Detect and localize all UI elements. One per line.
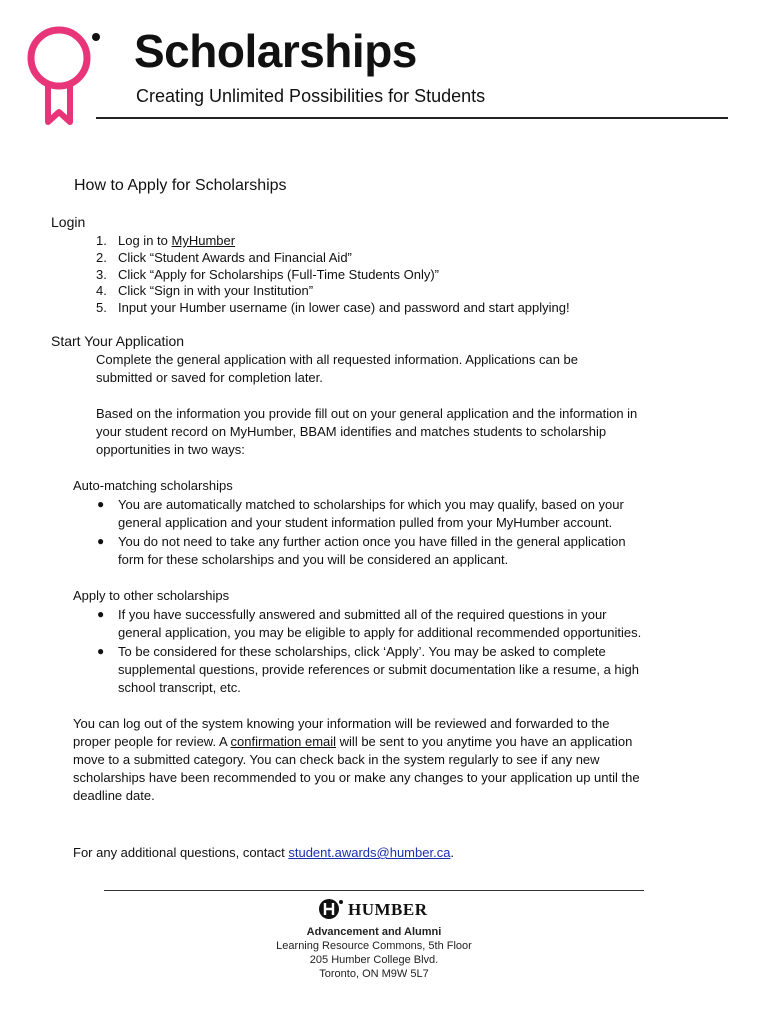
bullet-text: school transcript, etc.	[118, 680, 241, 695]
bullet-text: If you have successfully answered and submitted all of the required questions in your	[118, 607, 607, 622]
paragraph-line: Complete the general application with all requested information. Applications can be	[96, 352, 579, 367]
paragraph-line: deadline date.	[73, 788, 155, 803]
footer-address-line: Learning Resource Commons, 5th Floor	[276, 940, 472, 952]
humber-logo-icon	[318, 898, 344, 920]
ribbon-award-icon	[26, 22, 106, 126]
paragraph-line: your student record on MyHumber, BBAM identifies and matches students to scholarship	[96, 424, 607, 439]
header-divider	[96, 117, 728, 119]
paragraph-line: proper people for review. A confirmation email will be sent to you anytime you have an application	[73, 734, 633, 749]
section-heading-start: Start Your Application	[51, 333, 185, 349]
step-number: 2.	[96, 250, 107, 265]
step-text: Click “Apply for Scholarships (Full-Time Students Only)”	[118, 267, 439, 282]
subheading-other-scholarships: Apply to other scholarships	[73, 588, 230, 603]
paragraph-line: submitted or saved for completion later.	[96, 370, 323, 385]
footer-address-line: 205 Humber College Blvd.	[309, 954, 439, 966]
bullet-icon: ●	[97, 497, 105, 511]
step-text: Click “Student Awards and Financial Aid”	[118, 250, 352, 265]
bullet-text: general application, you may be eligible to apply for additional recommended opportunities.	[118, 625, 642, 640]
header-title: Scholarships	[134, 25, 417, 77]
paragraph-line: scholarships have been recommended to you or make any changes to your application up until the	[73, 770, 640, 785]
confirmation-email-link[interactable]: confirmation email	[230, 734, 337, 749]
footer-brand: HUMBER	[348, 900, 428, 919]
section-heading-login: Login	[51, 214, 86, 230]
paragraph-line: Based on the information you provide fill out on your general application and the information in	[96, 406, 638, 421]
bullet-text: general application and your student information pulled from your MyHumber account.	[118, 515, 613, 530]
paragraph-line: move to a submitted category. You can check back in the system regularly to see if any new	[73, 752, 600, 767]
step-text: Input your Humber username (in lower case) and password and start applying!	[118, 300, 570, 315]
bullet-text: You are automatically matched to scholarships for which you may qualify, based on your	[118, 497, 624, 512]
step-text: Click “Sign in with your Institution”	[118, 283, 314, 298]
page-title: How to Apply for Scholarships	[74, 177, 287, 194]
step-text: Log in to MyHumber	[118, 233, 236, 248]
step-number: 5.	[96, 300, 107, 315]
paragraph-line: You can log out of the system knowing your information will be reviewed and forwarded to the	[73, 716, 610, 731]
step-number: 1.	[96, 233, 107, 248]
footer-divider	[104, 890, 644, 891]
paragraph-line: opportunities in two ways:	[96, 442, 245, 457]
subheading-auto-matching: Auto-matching scholarships	[73, 478, 233, 493]
footer-address-line: Toronto, ON M9W 5L7	[319, 968, 429, 980]
header-subtitle: Creating Unlimited Possibilities for Students	[136, 86, 486, 106]
step-number: 4.	[96, 283, 107, 298]
myhumber-link[interactable]: MyHumber	[171, 233, 236, 248]
bullet-text: form for these scholarships and you will be considered an applicant.	[118, 552, 509, 567]
footer-department: Advancement and Alumni	[306, 926, 442, 938]
step-number: 3.	[96, 267, 107, 282]
bullet-icon: ●	[97, 644, 105, 658]
bullet-text: You do not need to take any further action once you have filled in the general application	[118, 534, 626, 549]
bullet-text: To be considered for these scholarships, click ‘Apply’. You may be asked to complete	[118, 644, 606, 659]
bullet-icon: ●	[97, 534, 105, 548]
contact-email-link[interactable]: student.awards@humber.ca	[288, 845, 451, 860]
bullet-icon: ●	[97, 607, 105, 621]
contact-line: For any additional questions, contact student.awards@humber.ca.	[73, 845, 455, 860]
bullet-text: supplemental questions, provide references or submit documentation like a resume, a high	[118, 662, 640, 677]
